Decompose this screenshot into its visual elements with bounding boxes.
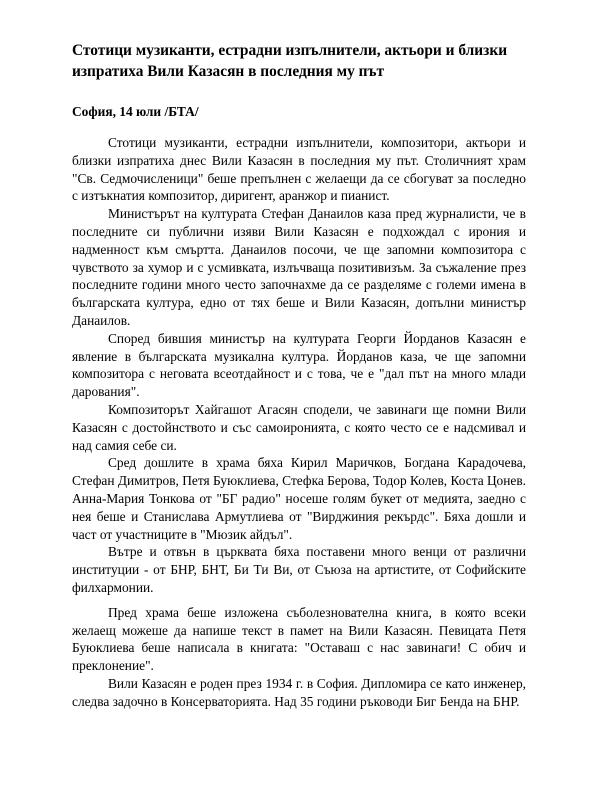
article-paragraph: Вътре и отвън в църквата бяха поставени много венци от различни институции - от БНР, БНТ, Би Ти Ви, от Съюза на артистите, от Софийските филхармонии. (72, 544, 526, 595)
article-headline: Стотици музиканти, естрадни изпълнители, актьори и близки изпратиха Вили Казасян в последния му път (72, 42, 508, 80)
article-paragraph: Вили Казасян е роден през 1934 г. в София. Дипломира се като инженер, следва задочно в Консерваторията. Над 35 години ръководи Биг Бенда на БНР. (72, 675, 526, 709)
article-dateline: София, 14 юли /БТА/ (72, 104, 199, 119)
article-paragraph: Сред дошлите в храма бяха Кирил Маричков, Богдана Карадочева, Стефан Димитров, Петя Буюклиева, Стефка Берова, Тодор Колев, Коста Цонев. Анна-Мария Тонкова от "БГ радио" носеше голям букет от медията, заедно с нея беше и Станислава Армутлиева от "Вирджиния рекърдс". Бяха дошли и част от участниците в "Мюзик айдъл". (72, 455, 526, 542)
document-page (72, 40, 526, 709)
article-paragraph: Стотици музиканти, естрадни изпълнители, композитори, актьори и близки изпратиха днес Вили Казасян в последния му път. Столичният храм "Св. Седмочисленици" беше препълнен с желаещи да се сбогуват за последно с изтъкнатия композитор, диригент, аранжор и пианист. (72, 135, 526, 204)
article-paragraph: Композиторът Хайгашот Агасян сподели, че завинаги ще помни Вили Казасян с достойнството и със самоиронията, с която често се е надсмивал и над самия себе си. (72, 401, 526, 453)
article-paragraph: Министърът на културата Стефан Данаилов каза пред журналисти, че в последните си публични изяви Вили Казасян е подхождал с ирония и надменност към смъртта. Данаилов посочи, че ще запомни композитора с чувството за хумор и с усмивката, излъчваща позитивизъм. За съжаление през последните години много често започнахме да се разделяме с големи имена в българската култура, едно от тях беше и Вили Казасян, допълни министър Данаилов. (72, 206, 526, 328)
article-paragraph: Пред храма беше изложена съболезнователна книга, в която всеки желаещ можеше да напише текст в памет на Вили Казасян. Певицата Петя Буюклиева беше написала в книгата: "Оставаш с нас завинаги! С обич и преклонение". (72, 604, 526, 674)
article-paragraph: Според бившия министър на културата Георги Йорданов Казасян е явление в българската музикална култура. Йорданов каза, че ще запомни композитора с неговата всеотдайност и с това, че е "дал път на много млади дарования". (72, 330, 526, 400)
article-body (72, 134, 526, 711)
